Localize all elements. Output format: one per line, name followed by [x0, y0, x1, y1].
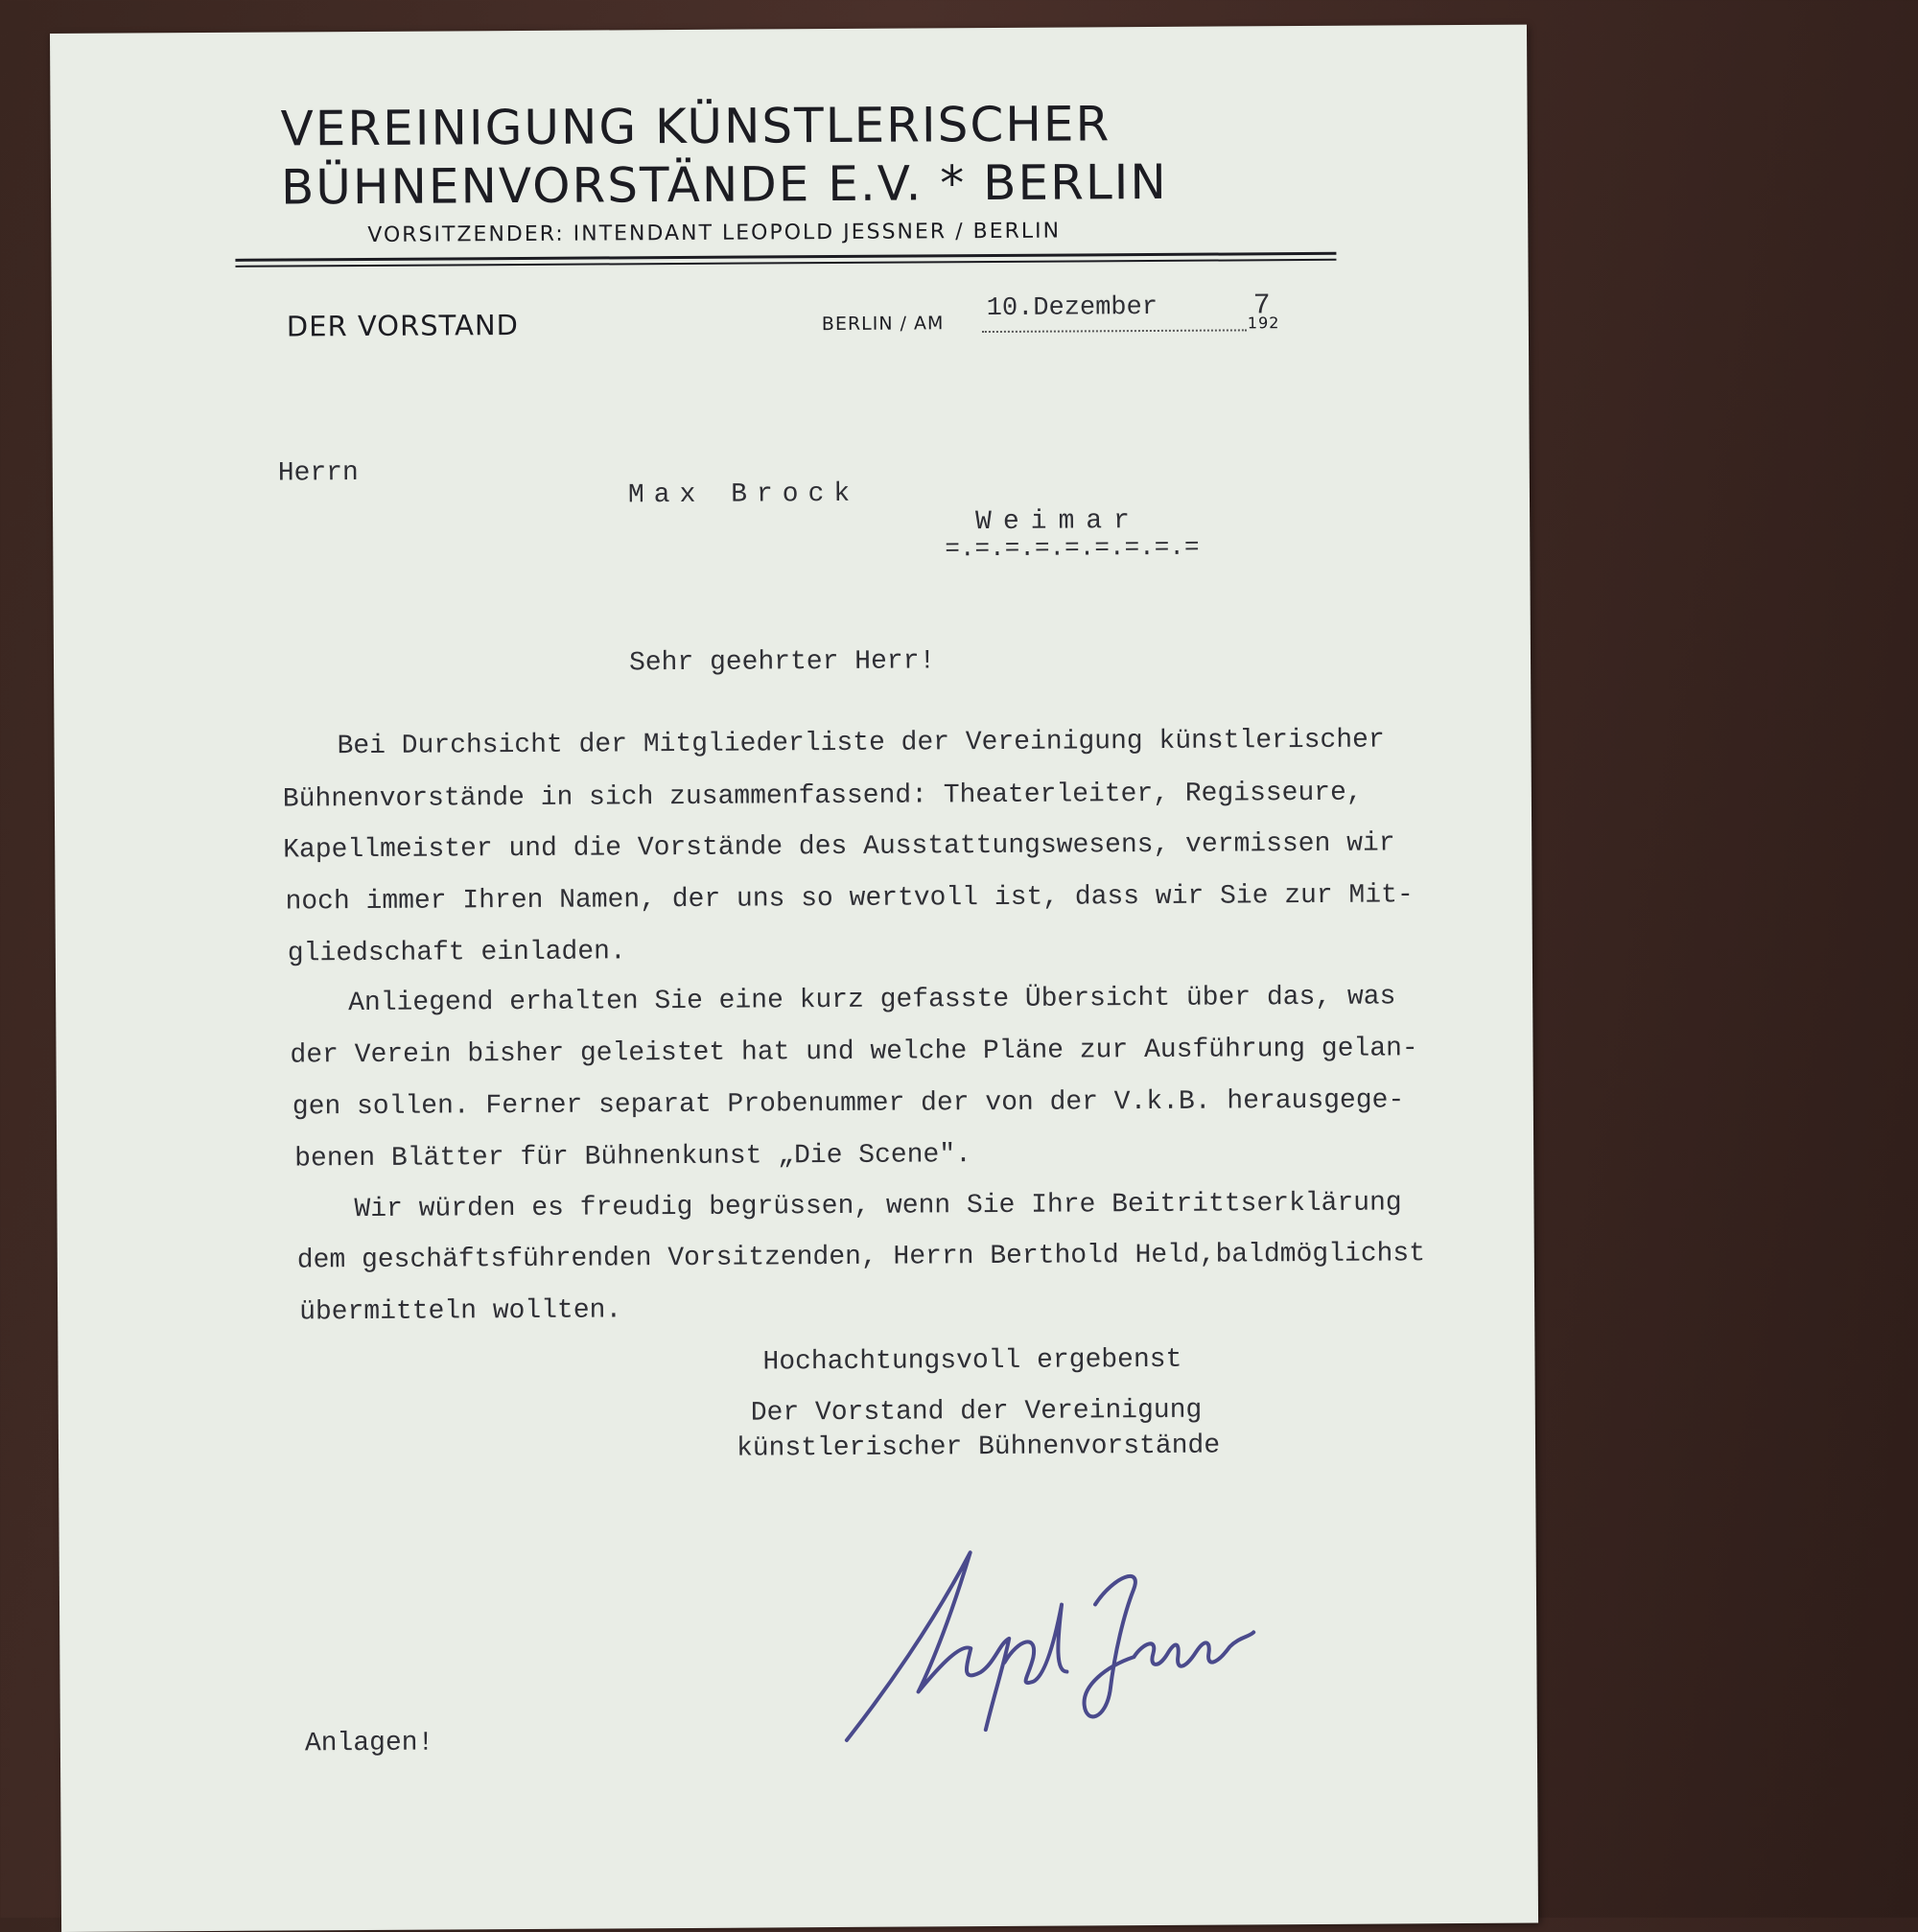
year-prefix: 192	[1247, 314, 1280, 333]
body-line: Wir würden es freudig begrüssen, wenn Sie Ihre Beitrittserklärung	[354, 1188, 1402, 1225]
place-label: BERLIN / AM	[821, 313, 945, 336]
body-line: übermitteln wollten.	[299, 1295, 622, 1328]
enclosures-note: Anlagen!	[304, 1728, 434, 1759]
body-line: gen sollen. Ferner separat Probenummer der von der V.k.B. herausgege-	[292, 1085, 1405, 1123]
body-line: gliedschaft einladen.	[287, 937, 626, 969]
closing-line: künstlerischer Bühnenvorstände	[736, 1431, 1221, 1464]
closing-line: Der Vorstand der Vereinigung	[750, 1395, 1203, 1429]
body-line: Bei Durchsicht der Mitgliederliste der Vereinigung künstlerischer	[337, 725, 1385, 762]
body-line: Kapellmeister und die Vorstände des Ausstattungswesens, vermissen wir	[283, 828, 1395, 866]
typed-year-digit: 7	[1252, 290, 1271, 323]
department-label: DER VORSTAND	[286, 309, 520, 343]
letter-sheet	[50, 25, 1538, 1932]
closing-line: Hochachtungsvoll ergebenst	[762, 1344, 1182, 1378]
letterhead-title-line1: VEREINIGUNG KÜNSTLERISCHER	[280, 96, 1111, 157]
typed-date: 10.Dezember	[986, 292, 1158, 324]
letterhead-title-line2: BÜHNENVORSTÄNDE E.V. * BERLIN	[280, 153, 1169, 216]
date-dotted-line	[982, 329, 1247, 333]
city-underline: =.=.=.=.=.=.=.=.=	[945, 532, 1200, 564]
letterhead-chairman: VORSITZENDER: INTENDANT LEOPOLD JESSNER / BERLIN	[367, 219, 1062, 247]
recipient-name: Max Brock	[627, 478, 860, 511]
body-line: dem geschäftsführenden Vorsitzenden, Herrn Berthold Held,baldmöglichst	[296, 1239, 1426, 1276]
recipient-title: Herrn	[277, 458, 359, 489]
salutation: Sehr geehrter Herr!	[628, 646, 936, 679]
body-line: noch immer Ihren Namen, der uns so wertvoll ist, dass wir Sie zur Mit-	[285, 880, 1414, 918]
body-line: der Verein bisher geleistet hat und welche Pläne zur Ausführung gelan-	[290, 1034, 1418, 1071]
body-line: Bühnenvorstände in sich zusammenfassend: Theaterleiter, Regisseure,	[282, 778, 1363, 815]
handwritten-signature	[827, 1546, 1269, 1769]
body-line: Anliegend erhalten Sie eine kurz gefasste Übersicht über das, was	[348, 982, 1396, 1019]
recipient-city: Weimar	[975, 506, 1142, 538]
body-line: benen Blätter für Bühnenkunst „Die Scene".	[294, 1140, 971, 1175]
